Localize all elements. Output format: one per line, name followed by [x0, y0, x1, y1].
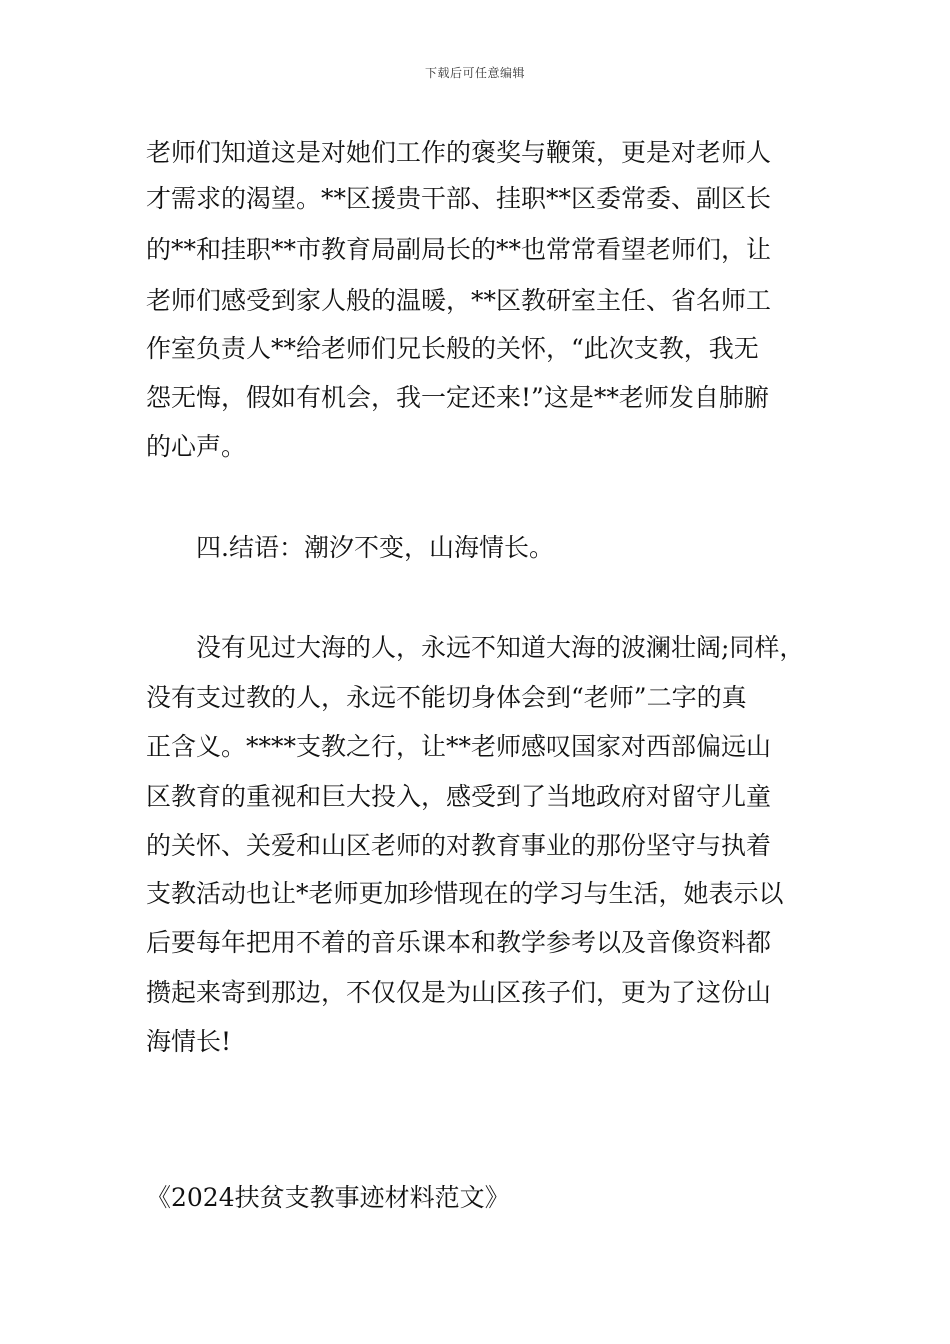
paragraph-line: 海情长! [146, 1027, 232, 1056]
paragraph-line: 的**和挂职**市教育局副局长的**也常常看望老师们，让 [146, 235, 772, 264]
paragraph-line: 正含义。****支教之行，让**老师感叹国家对西部偏远山 [146, 732, 772, 761]
paragraph-line: 老师们知道这是对她们工作的褒奖与鞭策，更是对老师人 [146, 138, 772, 167]
section-heading: 四.结语：潮汐不变，山海情长。 [196, 533, 554, 562]
paragraph-line: 的关怀、关爱和山区老师的对教育事业的那份坚守与执着 [146, 831, 772, 860]
page-header-note: 下载后可任意编辑 [424, 66, 525, 80]
paragraph-line: 支教活动也让*老师更加珍惜现在的学习与生活，她表示以 [146, 879, 784, 908]
paragraph-line: 怨无悔，假如有机会，我一定还来!”这是**老师发自肺腑 [146, 383, 769, 412]
paragraph-line: 老师们感受到家人般的温暖，**区教研室主任、省名师工 [146, 286, 772, 315]
paragraph-line: 没有支过教的人，永远不能切身体会到“老师”二字的真 [146, 683, 747, 712]
paragraph-line: 后要每年把用不着的音乐课本和教学参考以及音像资料都 [146, 928, 772, 957]
document-title: 《2024扶贫支教事迹材料范文》 [146, 1183, 510, 1212]
paragraph-line: 没有见过大海的人，永远不知道大海的波澜壮阔;同样， [196, 633, 805, 662]
paragraph-line: 才需求的渴望。**区援贵干部、挂职**区委常委、副区长 [146, 184, 772, 213]
paragraph-line: 的心声。 [146, 432, 247, 461]
paragraph-line: 攒起来寄到那边，不仅仅是为山区孩子们，更为了这份山 [146, 978, 772, 1007]
paragraph-line: 区教育的重视和巨大投入，感受到了当地政府对留守儿童 [146, 782, 772, 811]
paragraph-line: 作室负责人**给老师们兄长般的关怀，“此次支教，我无 [146, 334, 759, 363]
